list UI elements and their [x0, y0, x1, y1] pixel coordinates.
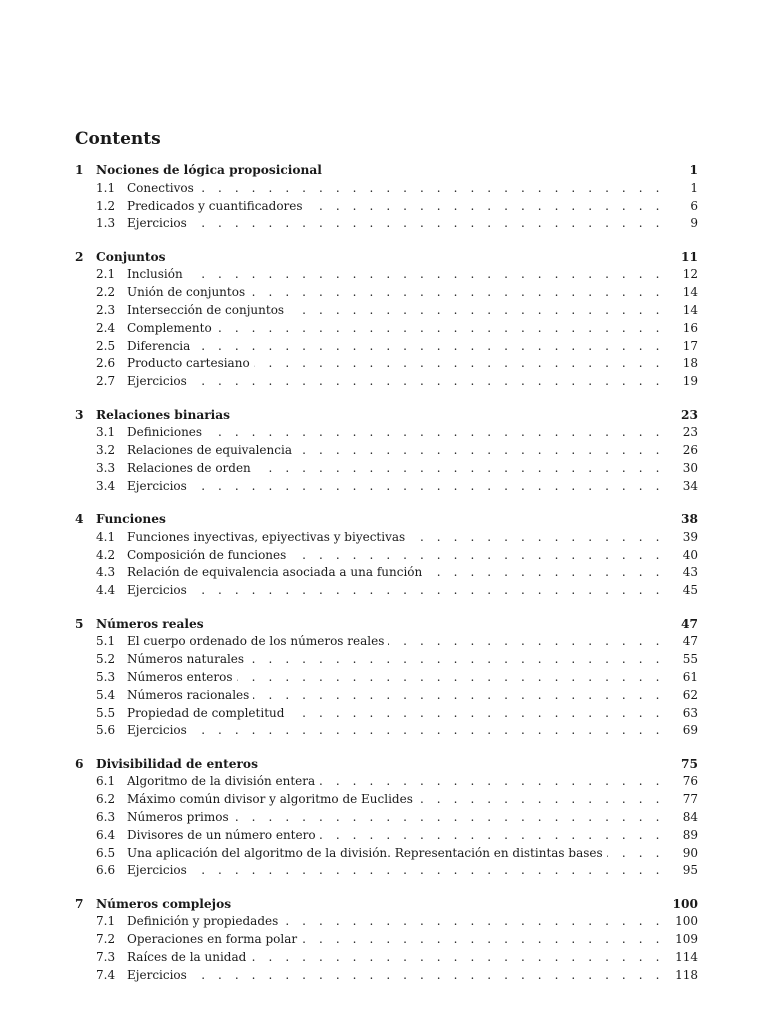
- toc-entry[interactable]: [75, 355, 698, 373]
- section-page-number: 23: [682, 425, 698, 440]
- dot-leader: [307, 198, 664, 216]
- section-title: Relación de equivalencia asociada a una función: [127, 565, 423, 580]
- section-page-number: 6: [690, 198, 698, 213]
- section-list: [75, 529, 698, 600]
- section-title: Ejercicios: [127, 863, 187, 878]
- toc-entry[interactable]: [75, 582, 698, 600]
- toc-entry[interactable]: [75, 827, 698, 845]
- section-page-number: 84: [682, 810, 698, 824]
- toc-entry[interactable]: [75, 809, 698, 827]
- toc-page: [75, 128, 698, 1000]
- dot-leader: [254, 355, 664, 373]
- dot-leader: [198, 180, 664, 198]
- chapter-number: 5: [75, 616, 84, 631]
- section-number: 1.2: [96, 198, 116, 213]
- section-title: Relaciones de equivalencia: [127, 443, 292, 458]
- section-list: [75, 913, 698, 984]
- section-page-number: 47: [682, 634, 698, 649]
- section-page-number: 89: [682, 827, 698, 842]
- section-list: [75, 180, 698, 233]
- section-number: 6.6: [96, 863, 116, 878]
- section-title: Producto cartesiano: [127, 356, 250, 371]
- dot-leader: [253, 687, 664, 705]
- section-title: Números enteros: [127, 669, 233, 684]
- chapter-heading[interactable]: [75, 511, 698, 529]
- chapter-list: [75, 162, 698, 985]
- section-page-number: 76: [682, 774, 698, 789]
- toc-entry[interactable]: [75, 180, 698, 198]
- section-number: 7.4: [96, 967, 116, 982]
- section-title: Composición de funciones: [127, 547, 287, 562]
- section-title: Operaciones en forma polar: [127, 932, 298, 947]
- section-title: Predicados y cuantificadores: [127, 198, 303, 213]
- toc-entry[interactable]: [75, 687, 698, 705]
- section-number: 2.7: [96, 374, 116, 389]
- toc-entry[interactable]: [75, 913, 698, 931]
- section-title: Definiciones: [127, 425, 203, 440]
- dot-leader: [191, 478, 664, 496]
- section-number: 4.4: [96, 583, 116, 598]
- section-title: Números naturales: [127, 652, 245, 667]
- dot-leader: [282, 913, 664, 931]
- section-number: 2.4: [96, 320, 116, 335]
- section-title: Conectivos: [127, 180, 194, 195]
- dot-leader: [191, 582, 664, 600]
- chapter-page-number: 38: [681, 512, 698, 527]
- chapter: [75, 896, 698, 985]
- section-number: 2.6: [96, 356, 116, 371]
- dot-leader: [409, 529, 664, 547]
- chapter-page-number: 75: [681, 756, 698, 771]
- chapter-number: 1: [75, 163, 84, 177]
- section-number: 7.3: [96, 950, 116, 965]
- section-number: 4.2: [96, 547, 116, 562]
- toc-entry[interactable]: [75, 373, 698, 391]
- toc-entry[interactable]: [75, 791, 698, 809]
- chapter-title: Divisibilidad de enteros: [96, 756, 258, 771]
- dot-leader: [388, 633, 664, 651]
- toc-entry[interactable]: [75, 722, 698, 740]
- toc-entry[interactable]: [75, 424, 698, 442]
- section-number: 3.1: [96, 425, 116, 440]
- section-number: 6.3: [96, 810, 116, 824]
- dot-leader: [249, 284, 664, 302]
- dot-leader: [191, 215, 664, 233]
- section-number: 2.5: [96, 338, 116, 353]
- section-page-number: 12: [682, 267, 698, 282]
- section-number: 3.2: [96, 443, 116, 458]
- dot-leader: [319, 773, 664, 791]
- chapter-number: 2: [75, 249, 84, 264]
- section-title: Relaciones de orden: [127, 460, 251, 475]
- dot-leader: [288, 705, 664, 723]
- dot-leader: [237, 669, 664, 687]
- chapter: [75, 616, 698, 741]
- dot-leader: [301, 931, 664, 949]
- toc-entry[interactable]: [75, 266, 698, 284]
- section-number: 6.4: [96, 827, 116, 842]
- chapter-title: Conjuntos: [96, 249, 166, 264]
- section-page-number: 109: [675, 932, 698, 947]
- section-page-number: 39: [682, 529, 698, 544]
- section-number: 7.2: [96, 932, 116, 947]
- chapter-title: Funciones: [96, 512, 166, 527]
- section-page-number: 9: [690, 216, 698, 231]
- chapter-title: Números complejos: [96, 896, 232, 911]
- dot-leader: [607, 845, 664, 863]
- section-page-number: 43: [682, 565, 698, 580]
- section-title: Propiedad de completitud: [127, 705, 285, 720]
- section-number: 5.1: [96, 634, 116, 649]
- dot-leader: [191, 862, 664, 880]
- section-page-number: 114: [675, 950, 698, 965]
- section-number: 5.2: [96, 652, 116, 667]
- section-number: 4.1: [96, 529, 116, 544]
- dot-leader: [191, 722, 664, 740]
- chapter-number: 3: [75, 407, 84, 422]
- chapter-title: Nociones de lógica proposicional: [96, 163, 322, 177]
- dot-leader: [191, 967, 664, 985]
- section-page-number: 14: [682, 303, 698, 318]
- chapter-heading[interactable]: [75, 407, 698, 425]
- section-page-number: 40: [682, 547, 698, 562]
- section-title: Raíces de la unidad: [127, 950, 247, 965]
- section-page-number: 69: [682, 723, 698, 738]
- toc-entry[interactable]: [75, 547, 698, 565]
- dot-leader: [417, 791, 664, 809]
- toc-entry[interactable]: [75, 651, 698, 669]
- toc-entry[interactable]: [75, 215, 698, 233]
- section-title: Divisores de un número entero: [127, 827, 316, 842]
- section-page-number: 30: [682, 460, 698, 475]
- section-page-number: 63: [682, 705, 698, 720]
- page-title: Contents: [75, 129, 161, 149]
- section-page-number: 19: [682, 374, 698, 389]
- section-title: Ejercicios: [127, 216, 187, 231]
- dot-leader: [194, 338, 664, 356]
- section-title: Ejercicios: [127, 967, 187, 982]
- section-title: Complemento: [127, 320, 212, 335]
- section-title: Ejercicios: [127, 723, 187, 738]
- toc-entry[interactable]: [75, 529, 698, 547]
- dot-leader: [426, 564, 664, 582]
- dot-leader: [206, 424, 664, 442]
- toc-entry[interactable]: [75, 302, 698, 320]
- section-page-number: 95: [682, 863, 698, 878]
- toc-entry[interactable]: [75, 564, 698, 582]
- section-title: Ejercicios: [127, 478, 187, 493]
- section-number: 7.1: [96, 914, 116, 929]
- toc-entry[interactable]: [75, 949, 698, 967]
- section-page-number: 17: [682, 338, 698, 353]
- section-number: 5.5: [96, 705, 116, 720]
- section-page-number: 100: [675, 914, 698, 929]
- toc-entry[interactable]: [75, 633, 698, 651]
- dot-leader: [248, 651, 664, 669]
- section-number: 5.4: [96, 687, 116, 702]
- dot-leader: [290, 547, 664, 565]
- dot-leader: [216, 320, 664, 338]
- section-number: 1.1: [96, 180, 116, 195]
- chapter-page-number: 1: [689, 163, 698, 177]
- toc-entry[interactable]: [75, 284, 698, 302]
- section-number: 6.2: [96, 792, 116, 807]
- section-page-number: 14: [682, 285, 698, 300]
- chapter-title: Números reales: [96, 616, 204, 631]
- dot-leader: [187, 266, 664, 284]
- section-page-number: 18: [682, 356, 698, 371]
- section-title: Algoritmo de la división entera: [127, 774, 316, 789]
- section-page-number: 26: [682, 443, 698, 458]
- chapter-page-number: 23: [681, 407, 698, 422]
- section-page-number: 1: [690, 180, 698, 195]
- toc-entry[interactable]: [75, 967, 698, 985]
- chapter-heading[interactable]: [75, 616, 698, 634]
- dot-leader: [320, 827, 664, 845]
- chapter-number: 7: [75, 896, 84, 911]
- section-number: 5.3: [96, 669, 116, 684]
- section-number: 3.3: [96, 460, 116, 475]
- section-number: 2.3: [96, 303, 116, 318]
- toc-entry[interactable]: [75, 705, 698, 723]
- chapter-number: 4: [75, 512, 84, 527]
- chapter-page-number: 100: [672, 896, 698, 911]
- chapter: [75, 407, 698, 496]
- section-title: Intersección de conjuntos: [127, 303, 285, 318]
- section-page-number: 118: [675, 967, 698, 982]
- toc-entry[interactable]: [75, 338, 698, 356]
- chapter-heading[interactable]: [75, 896, 698, 914]
- section-page-number: 61: [682, 669, 698, 684]
- chapter-title: Relaciones binarias: [96, 407, 231, 422]
- section-page-number: 90: [682, 845, 698, 860]
- chapter-heading[interactable]: [75, 756, 698, 774]
- section-title: Definición y propiedades: [127, 914, 279, 929]
- section-title: Diferencia: [127, 338, 191, 353]
- section-title: Números primos: [127, 810, 229, 824]
- dot-leader: [288, 302, 664, 320]
- section-number: 6.1: [96, 774, 116, 789]
- section-page-number: 77: [682, 792, 698, 807]
- toc-entry[interactable]: [75, 931, 698, 949]
- toc-entry[interactable]: [75, 460, 698, 478]
- chapter: [75, 249, 698, 391]
- toc-entry[interactable]: [75, 478, 698, 496]
- section-title: Inclusión: [127, 267, 183, 282]
- section-number: 4.3: [96, 565, 116, 580]
- dot-leader: [255, 460, 664, 478]
- toc-entry[interactable]: [75, 669, 698, 687]
- toc-entry[interactable]: [75, 773, 698, 791]
- chapter-heading[interactable]: [75, 162, 698, 180]
- section-page-number: 16: [682, 320, 698, 335]
- chapter: [75, 756, 698, 881]
- section-list: [75, 773, 698, 880]
- section-number: 2.2: [96, 285, 116, 300]
- section-page-number: 45: [682, 583, 698, 598]
- chapter-page-number: 47: [681, 616, 698, 631]
- section-list: [75, 266, 698, 391]
- section-number: 3.4: [96, 478, 116, 493]
- chapter-number: 6: [75, 756, 84, 771]
- section-number: 1.3: [96, 216, 116, 231]
- toc-entry[interactable]: [75, 442, 698, 460]
- section-title: Máximo común divisor y algoritmo de Euclides: [127, 792, 413, 807]
- section-page-number: 55: [682, 652, 698, 667]
- dot-leader: [296, 442, 664, 460]
- section-page-number: 34: [682, 478, 698, 493]
- section-title: Números racionales: [127, 687, 250, 702]
- dot-leader: [191, 373, 664, 391]
- chapter: [75, 162, 698, 233]
- section-number: 2.1: [96, 267, 116, 282]
- section-title: Ejercicios: [127, 583, 187, 598]
- toc-entry[interactable]: [75, 862, 698, 880]
- dot-leader: [233, 809, 664, 827]
- dot-leader: [250, 949, 664, 967]
- toc-entry[interactable]: [75, 845, 698, 863]
- section-title: Funciones inyectivas, epiyectivas y biyectivas: [127, 529, 406, 544]
- chapter: [75, 511, 698, 600]
- chapter-page-number: 11: [681, 249, 698, 264]
- section-list: [75, 633, 698, 740]
- section-title: Unión de conjuntos: [127, 285, 246, 300]
- toc-entry[interactable]: [75, 198, 698, 216]
- toc-entry[interactable]: [75, 320, 698, 338]
- chapter-heading[interactable]: [75, 249, 698, 267]
- section-page-number: 62: [682, 687, 698, 702]
- section-title: Una aplicación del algoritmo de la división. Representación en distintas bases: [127, 845, 603, 860]
- section-number: 5.6: [96, 723, 116, 738]
- section-title: Ejercicios: [127, 374, 187, 389]
- section-number: 6.5: [96, 845, 116, 860]
- section-list: [75, 424, 698, 495]
- section-title: El cuerpo ordenado de los números reales: [127, 634, 385, 649]
